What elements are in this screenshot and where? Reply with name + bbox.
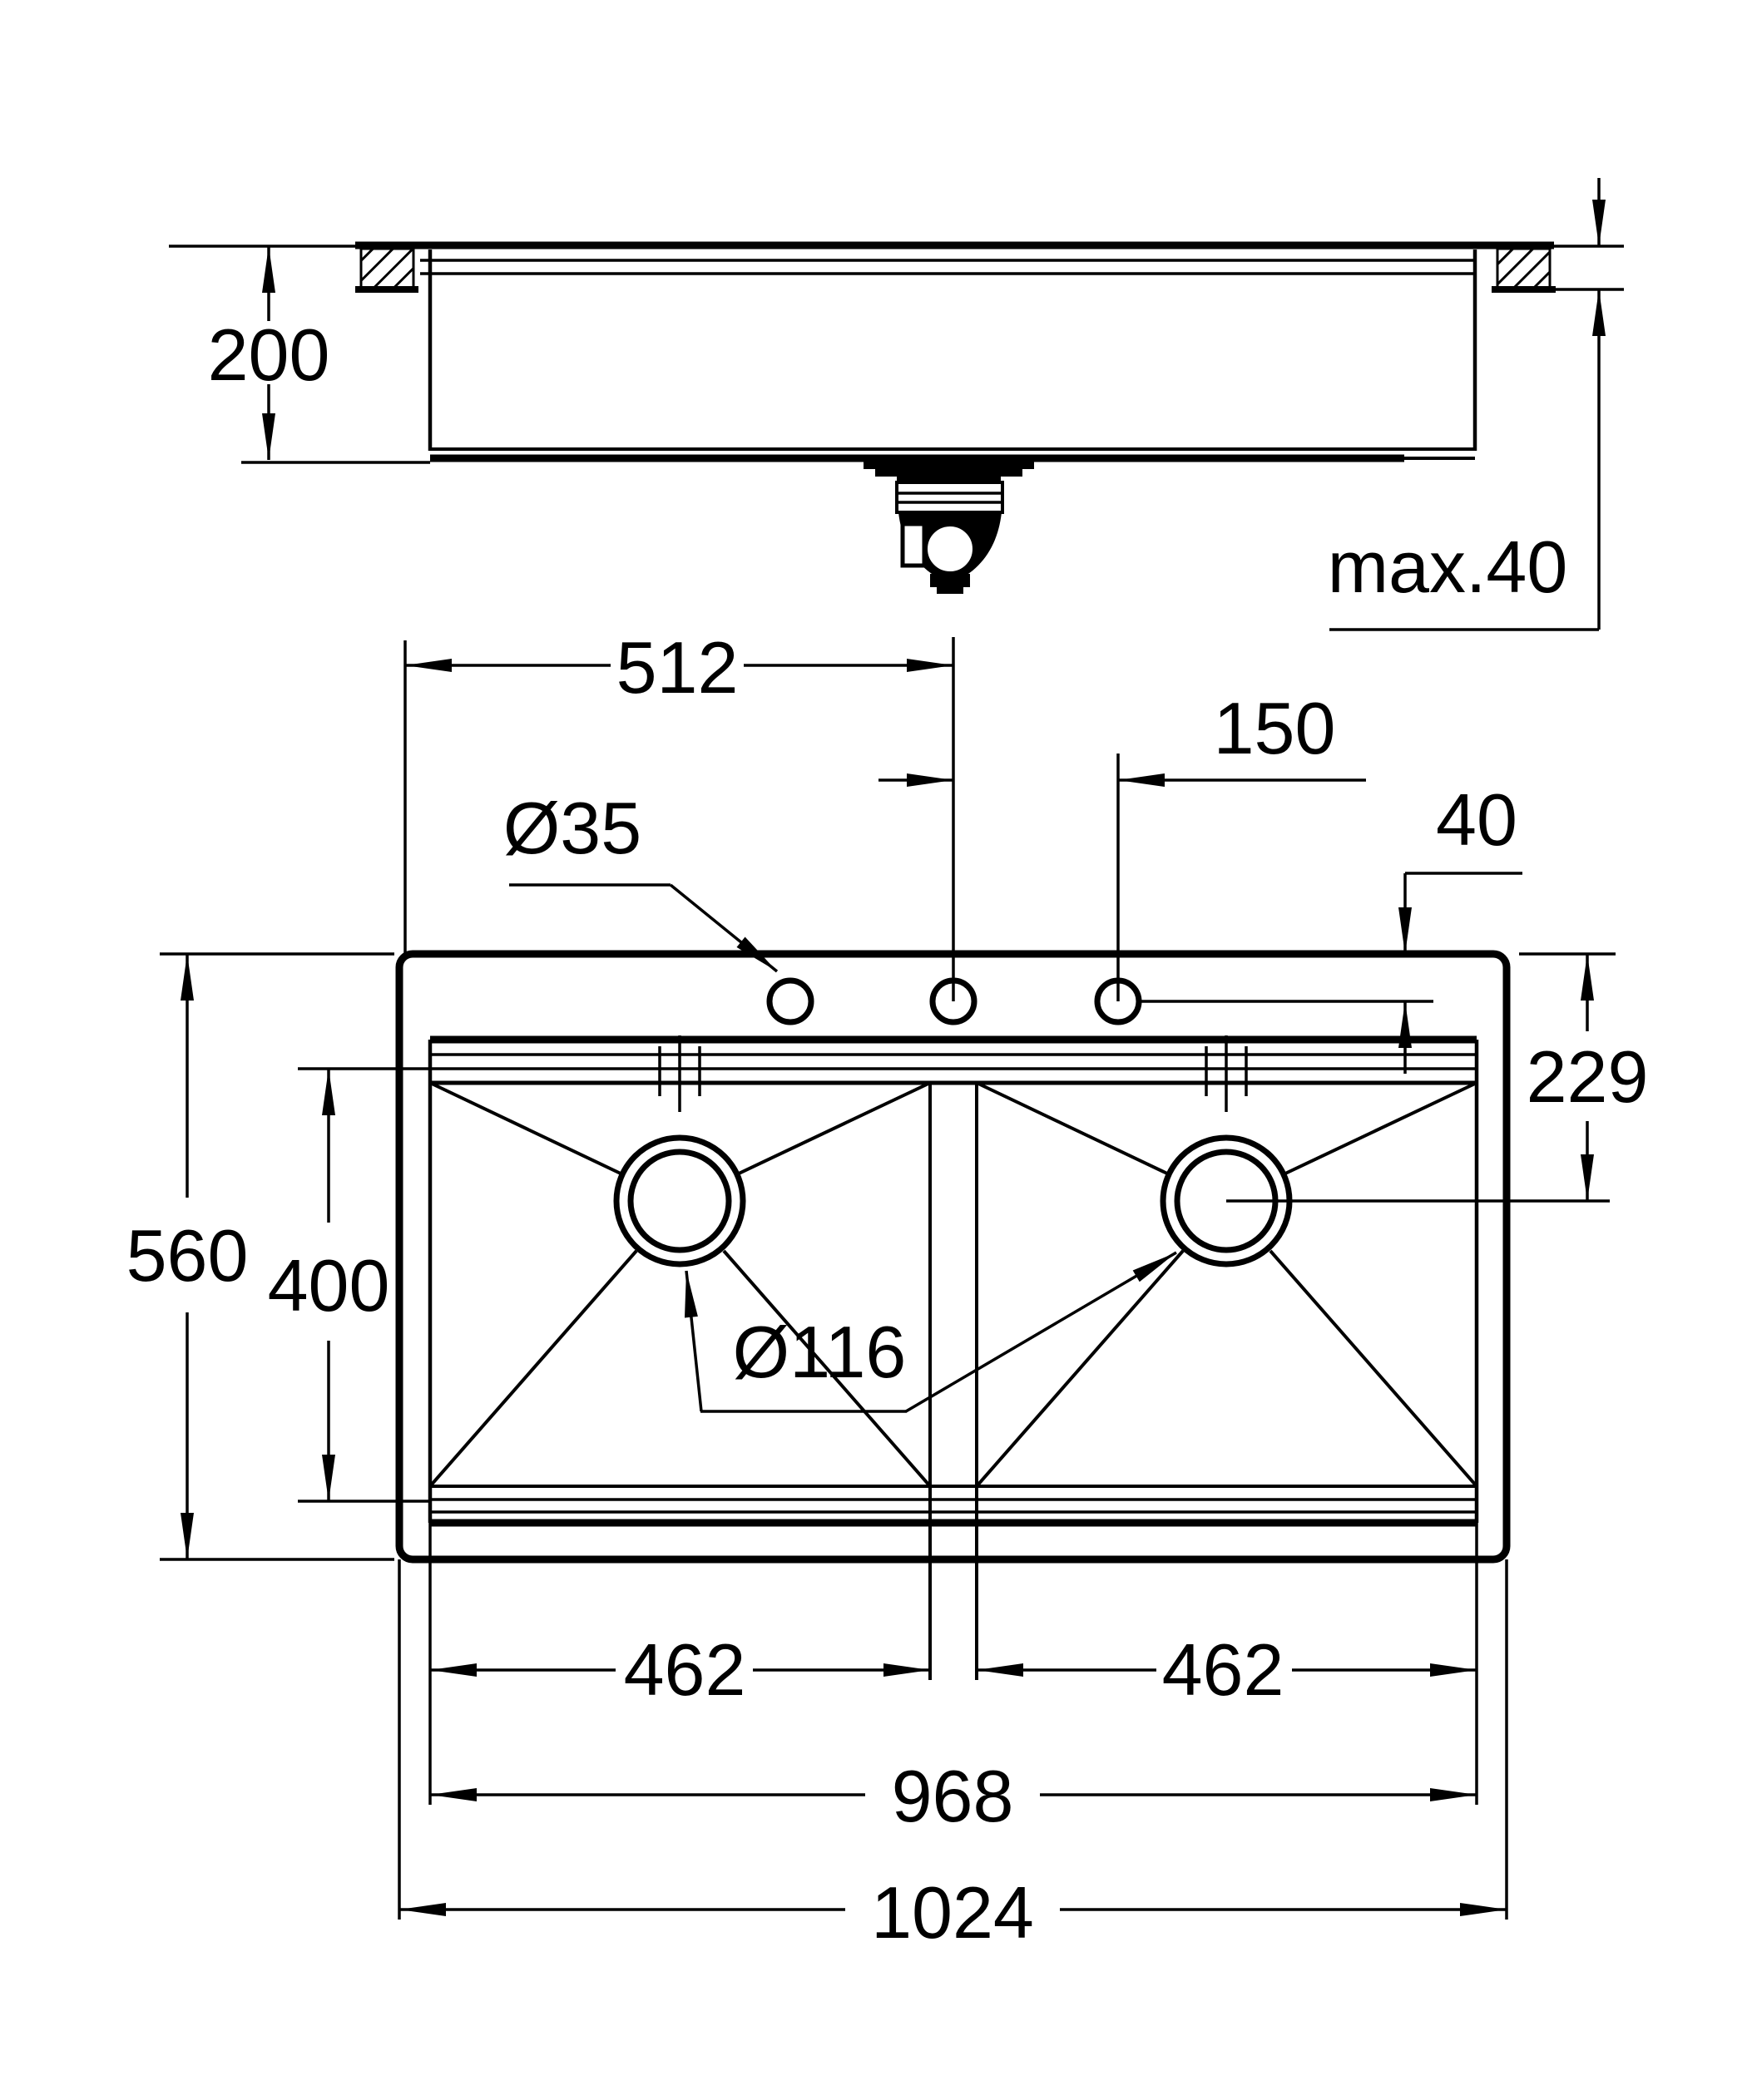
dim-label-1024: 1024 [871, 1871, 1034, 1954]
dim-bowls-span-968 [430, 1755, 1477, 1837]
dim-label-o35: Ø35 [502, 787, 642, 869]
counter-hatch-left [361, 249, 413, 289]
drain-outer-ring [616, 1138, 743, 1264]
drain-nut-upper [930, 574, 970, 587]
faucet-hole-left [770, 981, 811, 1022]
top-plan-view [126, 626, 1649, 1954]
dim-label-229: 229 [1526, 1035, 1649, 1118]
dim-left-bowl-462 [430, 1523, 930, 1805]
dim-label-462-left: 462 [623, 1628, 746, 1711]
drain-nut-lower [937, 586, 963, 594]
dim-label-200: 200 [207, 314, 330, 396]
sink-body-profile [420, 250, 1475, 458]
leader-arrow-left-drain [686, 1271, 701, 1411]
drain-assembly [864, 458, 1034, 594]
dim-label-max40: max.40 [1327, 526, 1568, 608]
dim-hole-offset-40 [1139, 778, 1522, 1074]
dim-label-462-right: 462 [1161, 1628, 1284, 1711]
dim-label-150: 150 [1213, 687, 1336, 769]
dim-left-edge-to-center-512 [405, 626, 953, 1001]
counter-hatch-right [1497, 249, 1550, 289]
drain-inner-ring [631, 1152, 729, 1250]
diagonal-tr [1285, 1083, 1477, 1174]
drain-ball-joint [925, 524, 975, 574]
countertop-cut-sections [169, 245, 1624, 289]
drain-side-tab [903, 524, 924, 566]
drain-body-stack [897, 482, 1002, 512]
dim-label-560: 560 [126, 1214, 249, 1297]
diagonal-bl [430, 1251, 636, 1486]
dim-bowl-depth-400 [268, 1069, 430, 1501]
dim-label-400: 400 [267, 1244, 390, 1327]
diagonal-bl [977, 1251, 1183, 1486]
diagonal-tl [430, 1083, 621, 1174]
sink-outer-outline [399, 954, 1507, 1559]
leader-arrow-right-drain [906, 1253, 1176, 1411]
leader-arrow [671, 885, 777, 971]
diagonal-tl [977, 1083, 1167, 1174]
dim-label-40: 40 [1436, 778, 1517, 861]
right-bowl [977, 1083, 1477, 1486]
dim-drain-offset-229 [1226, 954, 1648, 1201]
leader-faucet-hole-diameter [503, 787, 777, 971]
dim-label-968: 968 [891, 1755, 1014, 1837]
dim-right-bowl-462 [977, 1523, 1477, 1805]
side-section-view [169, 178, 1624, 630]
diagonal-tr [739, 1083, 930, 1174]
dim-label-o116: Ø116 [732, 1311, 907, 1393]
dim-label-512: 512 [616, 626, 739, 709]
left-bowl [430, 1083, 930, 1486]
diagonal-br [1270, 1251, 1477, 1486]
bowl-center-tick-marks [660, 1035, 1246, 1112]
bowl-rim-frame [430, 1040, 1477, 1680]
